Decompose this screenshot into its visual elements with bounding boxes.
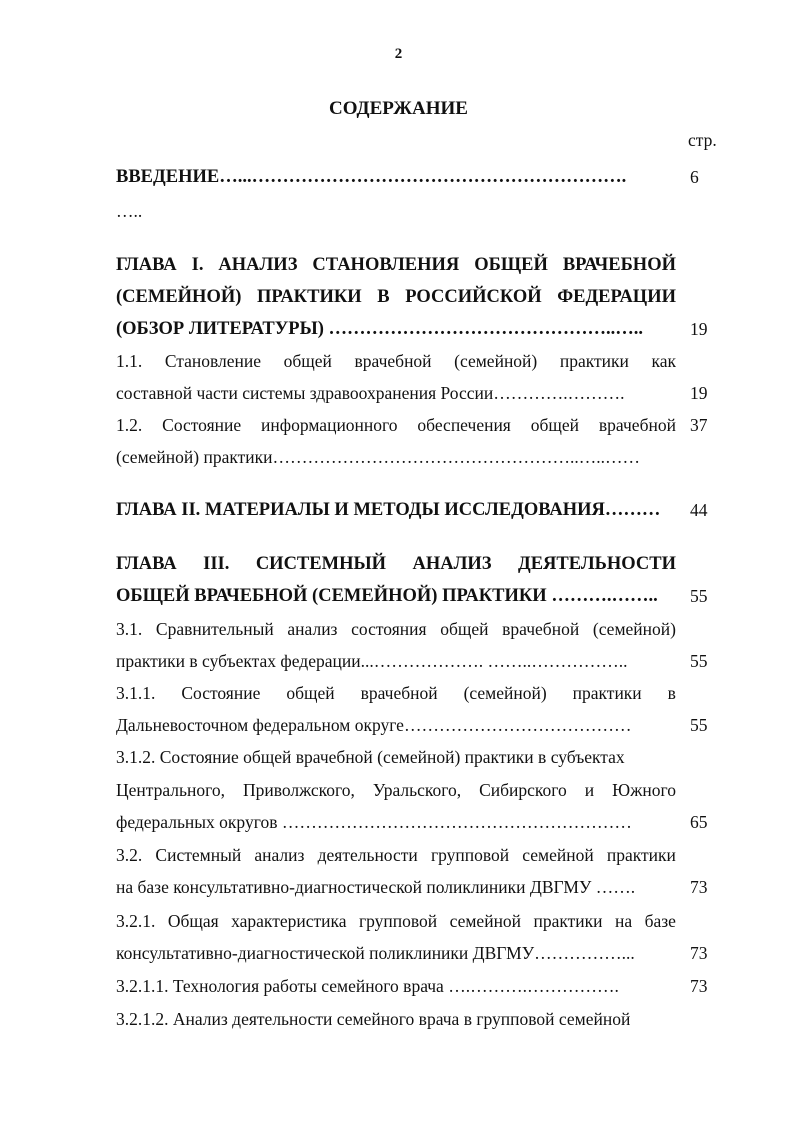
w: как	[651, 351, 676, 371]
w: ГЛАВА	[116, 255, 177, 275]
w: Южного	[612, 780, 676, 800]
w: состояния	[351, 619, 427, 639]
toc-entry-3-1-line2[interactable]: практики в субъектах федерации...………………. ……..……………..	[116, 651, 628, 671]
w: базе	[644, 911, 676, 931]
w: информационного	[261, 415, 398, 435]
toc-entry-3-1-2-line2[interactable]	[116, 779, 676, 801]
w: (СЕМЕЙНОЙ)	[116, 287, 242, 307]
toc-page-chapter1: 19	[690, 319, 708, 339]
w: анализ	[254, 845, 305, 865]
w: групповой	[358, 911, 438, 931]
w: групповой	[430, 845, 510, 865]
w: практики	[533, 911, 603, 931]
toc-entry-chapter1-line3[interactable]: (ОБЗОР ЛИТЕРАТУРЫ) ………………………………………..…..	[116, 319, 644, 339]
w: (семейной)	[454, 351, 538, 371]
w: (семейной)	[592, 619, 676, 639]
page-column-label: стр.	[688, 130, 717, 150]
toc-entry-chapter3-line2[interactable]: ОБЩЕЙ ВРАЧЕБНОЙ (СЕМЕЙНОЙ) ПРАКТИКИ ……….……..	[116, 586, 658, 606]
toc-entry-chapter1-line2[interactable]	[116, 286, 676, 308]
toc-page-3-2-1: 73	[690, 943, 708, 963]
toc-entry-dots: …..	[116, 201, 143, 221]
toc-page-3-1-2: 65	[690, 812, 708, 832]
w: общей	[286, 683, 335, 703]
w: В	[377, 287, 390, 307]
w: семейной	[522, 845, 594, 865]
toc-page-3-1: 55	[690, 651, 708, 671]
toc-entry-3-1-line1[interactable]	[116, 618, 676, 640]
toc-page-chapter3: 55	[690, 586, 708, 606]
w: 3.2.1.	[116, 911, 156, 931]
w: ГЛАВА	[116, 554, 177, 574]
w: Центрального,	[116, 780, 225, 800]
w: врачебной	[502, 619, 580, 639]
w: III.	[203, 554, 230, 574]
toc-page-3-2-1-1: 73	[690, 976, 708, 996]
w: 3.1.1.	[116, 683, 156, 703]
w: 1.1.	[116, 351, 143, 371]
w: практики	[572, 683, 642, 703]
toc-entry-1-1-line2[interactable]: составной части системы здравоохранения России………….……….	[116, 383, 625, 403]
toc-page-introduction: 6	[690, 167, 699, 187]
w: на	[615, 911, 633, 931]
page-title: СОДЕРЖАНИЕ	[329, 98, 468, 119]
toc-entry-introduction[interactable]: ВВЕДЕНИЕ…...…………………………………………………….	[116, 167, 627, 187]
w: 1.2.	[116, 415, 143, 435]
toc-entry-chapter1-line1[interactable]	[116, 254, 676, 276]
w: (семейной)	[463, 683, 547, 703]
w: общей	[283, 351, 332, 371]
w: Становление	[164, 351, 262, 371]
w: практики	[559, 351, 629, 371]
toc-entry-3-1-2-line1[interactable]: 3.1.2. Состояние общей врачебной (семейной) практики в субъектах	[116, 747, 625, 767]
toc-page-3-2: 73	[690, 877, 708, 897]
w: Сравнительный	[155, 619, 274, 639]
w: обеспечения	[417, 415, 511, 435]
w: Общая	[167, 911, 219, 931]
toc-entry-1-2-line1[interactable]	[116, 414, 676, 436]
page-number: 2	[394, 46, 403, 62]
w: ВРАЧЕБНОЙ	[562, 255, 676, 275]
toc-entry-3-1-1-line1[interactable]	[116, 682, 676, 704]
w: ПРАКТИКИ	[257, 287, 362, 307]
w: АНАЛИЗ	[412, 554, 492, 574]
w: 3.2.	[116, 845, 143, 865]
toc-entry-1-2-line2[interactable]: (семейной) практики……………………………………………..…..……	[116, 447, 641, 467]
w: в	[667, 683, 676, 703]
w: Приволжского,	[242, 780, 355, 800]
toc-entry-3-2-line1[interactable]	[116, 844, 676, 866]
w: деятельности	[317, 845, 418, 865]
toc-page-3-1-1: 55	[690, 715, 708, 735]
toc-entry-3-2-1-line1[interactable]	[116, 910, 676, 932]
w: СТАНОВЛЕНИЯ	[312, 255, 460, 275]
toc-entry-3-2-1-line2[interactable]: консультативно-диагностической поликлиники ДВГМУ……………...	[116, 943, 635, 963]
toc-entry-3-2-line2[interactable]: на базе консультативно-диагностической поликлиники ДВГМУ …….	[116, 877, 636, 897]
toc-entry-1-1-line1[interactable]	[116, 350, 676, 372]
w: АНАЛИЗ	[218, 255, 298, 275]
w: врачебной	[360, 683, 438, 703]
w: анализ	[287, 619, 338, 639]
w: ФЕДЕРАЦИИ	[557, 287, 676, 307]
w: общей	[530, 415, 580, 435]
w: семейной	[449, 911, 522, 931]
w: ДЕЯТЕЛЬНОСТИ	[517, 554, 676, 574]
toc-entry-3-2-1-1[interactable]: 3.2.1.1. Технология работы семейного врача ….……….…………….	[116, 976, 619, 996]
w: общей	[440, 619, 489, 639]
toc-page-1-1: 19	[690, 383, 708, 403]
w: РОССИЙСКОЙ	[405, 287, 542, 307]
toc-page-1-2: 37	[690, 415, 708, 435]
w: СИСТЕМНЫЙ	[255, 554, 387, 574]
w: I.	[191, 255, 204, 275]
w: Системный	[155, 845, 242, 865]
toc-entry-3-1-2-line3[interactable]: федеральных округов ……………………………………………………	[116, 812, 632, 832]
w: врачебной	[598, 415, 676, 435]
w: и	[584, 780, 595, 800]
toc-page-chapter2: 44	[690, 500, 708, 520]
toc-entry-chapter3-line1[interactable]	[116, 553, 676, 575]
toc-entry-3-1-1-line2[interactable]: Дальневосточном федеральном округе…………………………………	[116, 715, 632, 735]
toc-entry-chapter2[interactable]: ГЛАВА II. МАТЕРИАЛЫ И МЕТОДЫ ИССЛЕДОВАНИЯ………	[116, 500, 661, 520]
w: Состояние	[162, 415, 242, 435]
w: практики	[606, 845, 676, 865]
w: Сибирского	[479, 780, 567, 800]
w: Состояние	[181, 683, 261, 703]
w: характеристика	[231, 911, 347, 931]
w: 3.1.	[116, 619, 143, 639]
toc-entry-3-2-1-2[interactable]: 3.2.1.2. Анализ деятельности семейного врача в групповой семейной	[116, 1009, 631, 1029]
w: Уральского,	[372, 780, 462, 800]
w: врачебной	[354, 351, 432, 371]
w: ОБЩЕЙ	[474, 255, 548, 275]
